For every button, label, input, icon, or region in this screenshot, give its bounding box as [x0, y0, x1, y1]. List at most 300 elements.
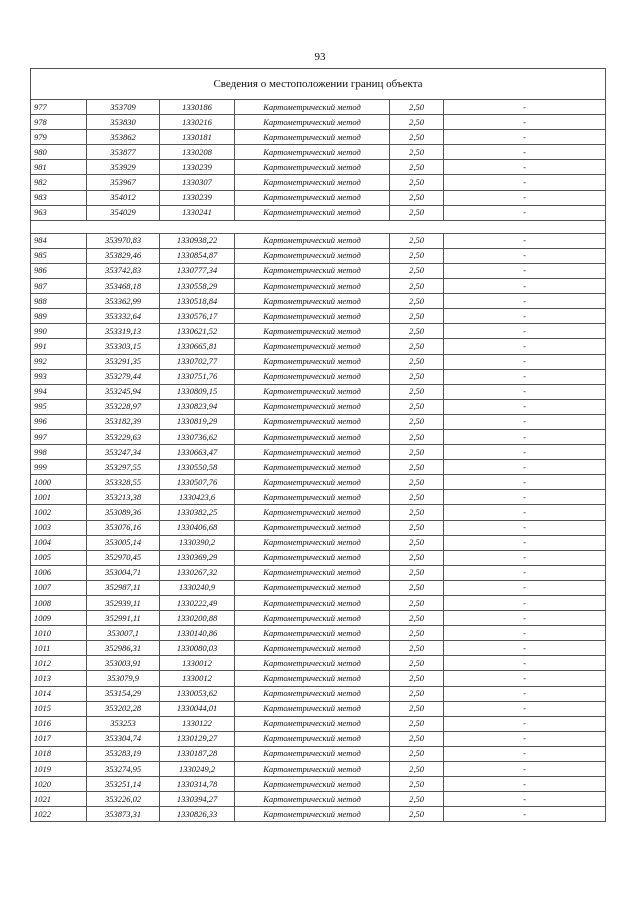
- method-cell: Картометрический метод: [235, 611, 390, 626]
- coordinate-x-cell: 353362,99: [87, 294, 160, 309]
- method-cell: Картометрический метод: [235, 762, 390, 777]
- coordinate-x-cell: 353251,14: [87, 777, 160, 792]
- coordinate-y-cell: 1330777,34: [160, 263, 235, 278]
- accuracy-cell: 2,50: [390, 762, 444, 777]
- method-cell: Картометрический метод: [235, 205, 390, 220]
- point-description-cell: -: [444, 263, 606, 278]
- point-number-cell: 987: [31, 279, 87, 294]
- coordinate-x-cell: 353202,28: [87, 701, 160, 716]
- point-description-cell: -: [444, 686, 606, 701]
- boundary-coordinates-table: [30, 68, 606, 822]
- method-cell: Картометрический метод: [235, 580, 390, 595]
- point-number-cell: 997: [31, 429, 87, 444]
- accuracy-cell: 2,50: [390, 324, 444, 339]
- coordinate-x-cell: 353154,29: [87, 686, 160, 701]
- table-row: [31, 701, 606, 716]
- method-cell: Картометрический метод: [235, 701, 390, 716]
- method-cell: Картометрический метод: [235, 475, 390, 490]
- method-cell: Картометрический метод: [235, 115, 390, 130]
- point-number-cell: 1000: [31, 475, 87, 490]
- point-number-cell: 977: [31, 100, 87, 115]
- table-row: [31, 777, 606, 792]
- table-row: [31, 762, 606, 777]
- table-row: [31, 190, 606, 205]
- coordinate-y-cell: 1330423,6: [160, 490, 235, 505]
- coordinate-y-cell: 1330053,62: [160, 686, 235, 701]
- table-row: [31, 746, 606, 761]
- coordinate-x-cell: 353279,44: [87, 369, 160, 384]
- coordinate-y-cell: 1330216: [160, 115, 235, 130]
- point-description-cell: -: [444, 205, 606, 220]
- point-description-cell: -: [444, 145, 606, 160]
- coordinate-x-cell: 353226,02: [87, 792, 160, 807]
- method-cell: Картометрический метод: [235, 279, 390, 294]
- table-row: [31, 626, 606, 641]
- coordinate-y-cell: 1330736,62: [160, 429, 235, 444]
- accuracy-cell: 2,50: [390, 100, 444, 115]
- point-number-cell: 989: [31, 309, 87, 324]
- coordinate-y-cell: 1330819,29: [160, 414, 235, 429]
- table-row: [31, 175, 606, 190]
- coordinate-y-cell: 1330576,17: [160, 309, 235, 324]
- point-number-cell: 1002: [31, 505, 87, 520]
- point-description-cell: -: [444, 309, 606, 324]
- table-row: [31, 145, 606, 160]
- method-cell: Картометрический метод: [235, 354, 390, 369]
- method-cell: Картометрический метод: [235, 369, 390, 384]
- coordinate-y-cell: 1330938,22: [160, 233, 235, 248]
- coordinate-y-cell: 1330012: [160, 656, 235, 671]
- page-number: 93: [314, 51, 326, 63]
- coordinate-y-cell: 1330200,88: [160, 611, 235, 626]
- coordinate-x-cell: 353303,15: [87, 339, 160, 354]
- accuracy-cell: 2,50: [390, 611, 444, 626]
- method-cell: Картометрический метод: [235, 565, 390, 580]
- point-description-cell: -: [444, 716, 606, 731]
- coordinate-x-cell: 353253: [87, 716, 160, 731]
- table-row: [31, 100, 606, 115]
- accuracy-cell: 2,50: [390, 369, 444, 384]
- table-row: [31, 731, 606, 746]
- coordinate-x-cell: 353274,95: [87, 762, 160, 777]
- method-cell: Картометрический метод: [235, 309, 390, 324]
- point-description-cell: -: [444, 429, 606, 444]
- point-number-cell: 1013: [31, 671, 87, 686]
- table-row: [31, 550, 606, 565]
- point-number-cell: 982: [31, 175, 87, 190]
- point-description-cell: -: [444, 399, 606, 414]
- coordinate-x-cell: 353291,35: [87, 354, 160, 369]
- point-number-cell: 978: [31, 115, 87, 130]
- coordinate-x-cell: 353182,39: [87, 414, 160, 429]
- coordinate-x-cell: 353328,55: [87, 475, 160, 490]
- method-cell: Картометрический метод: [235, 399, 390, 414]
- method-cell: Картометрический метод: [235, 248, 390, 263]
- accuracy-cell: 2,50: [390, 160, 444, 175]
- accuracy-cell: 2,50: [390, 807, 444, 822]
- point-number-cell: 1016: [31, 716, 87, 731]
- method-cell: Картометрический метод: [235, 175, 390, 190]
- table-row: [31, 263, 606, 278]
- coordinate-x-cell: 353213,38: [87, 490, 160, 505]
- table-row: [31, 160, 606, 175]
- coordinate-y-cell: 1330823,94: [160, 399, 235, 414]
- coordinate-y-cell: 1330044,01: [160, 701, 235, 716]
- method-cell: Картометрический метод: [235, 686, 390, 701]
- method-cell: Картометрический метод: [235, 263, 390, 278]
- coordinate-x-cell: 353005,14: [87, 535, 160, 550]
- point-description-cell: -: [444, 762, 606, 777]
- coordinate-x-cell: 353862: [87, 130, 160, 145]
- table-row: [31, 807, 606, 822]
- point-description-cell: -: [444, 746, 606, 761]
- method-cell: Картометрический метод: [235, 160, 390, 175]
- table-row: [31, 115, 606, 130]
- table-row: [31, 490, 606, 505]
- point-number-cell: 990: [31, 324, 87, 339]
- coordinate-y-cell: 1330181: [160, 130, 235, 145]
- coordinate-y-cell: 1330122: [160, 716, 235, 731]
- accuracy-cell: 2,50: [390, 580, 444, 595]
- table-row: [31, 580, 606, 595]
- table-row: [31, 279, 606, 294]
- table-row: [31, 429, 606, 444]
- coordinate-y-cell: 1330809,15: [160, 384, 235, 399]
- coordinate-x-cell: 352987,11: [87, 580, 160, 595]
- point-number-cell: 1009: [31, 611, 87, 626]
- method-cell: Картометрический метод: [235, 505, 390, 520]
- point-number-cell: 1017: [31, 731, 87, 746]
- accuracy-cell: 2,50: [390, 535, 444, 550]
- table-row: [31, 248, 606, 263]
- point-description-cell: -: [444, 130, 606, 145]
- method-cell: Картометрический метод: [235, 656, 390, 671]
- method-cell: Картометрический метод: [235, 777, 390, 792]
- point-description-cell: -: [444, 354, 606, 369]
- coordinate-x-cell: 353967: [87, 175, 160, 190]
- coordinate-x-cell: 353709: [87, 100, 160, 115]
- coordinate-x-cell: 353003,91: [87, 656, 160, 671]
- accuracy-cell: 2,50: [390, 354, 444, 369]
- accuracy-cell: 2,50: [390, 175, 444, 190]
- point-number-cell: 980: [31, 145, 87, 160]
- accuracy-cell: 2,50: [390, 490, 444, 505]
- coordinate-x-cell: 352939,11: [87, 596, 160, 611]
- method-cell: Картометрический метод: [235, 596, 390, 611]
- point-number-cell: 1004: [31, 535, 87, 550]
- point-description-cell: -: [444, 369, 606, 384]
- coordinate-y-cell: 1330663,47: [160, 445, 235, 460]
- accuracy-cell: 2,50: [390, 460, 444, 475]
- coordinate-y-cell: 1330187,28: [160, 746, 235, 761]
- accuracy-cell: 2,50: [390, 505, 444, 520]
- coordinate-x-cell: 353929: [87, 160, 160, 175]
- accuracy-cell: 2,50: [390, 263, 444, 278]
- table-row: [31, 460, 606, 475]
- method-cell: Картометрический метод: [235, 100, 390, 115]
- accuracy-cell: 2,50: [390, 399, 444, 414]
- method-cell: Картометрический метод: [235, 716, 390, 731]
- method-cell: Картометрический метод: [235, 190, 390, 205]
- table-row: [31, 535, 606, 550]
- method-cell: Картометрический метод: [235, 130, 390, 145]
- point-description-cell: -: [444, 807, 606, 822]
- point-description-cell: -: [444, 671, 606, 686]
- method-cell: Картометрический метод: [235, 550, 390, 565]
- coordinate-x-cell: 353970,83: [87, 233, 160, 248]
- accuracy-cell: 2,50: [390, 414, 444, 429]
- coordinate-x-cell: 353297,55: [87, 460, 160, 475]
- table-row: [31, 671, 606, 686]
- table-row: [31, 369, 606, 384]
- method-cell: Картометрический метод: [235, 626, 390, 641]
- accuracy-cell: 2,50: [390, 731, 444, 746]
- accuracy-cell: 2,50: [390, 294, 444, 309]
- point-description-cell: -: [444, 339, 606, 354]
- method-cell: Картометрический метод: [235, 324, 390, 339]
- point-number-cell: 1022: [31, 807, 87, 822]
- coordinate-x-cell: 352991,11: [87, 611, 160, 626]
- point-description-cell: -: [444, 414, 606, 429]
- method-cell: Картометрический метод: [235, 807, 390, 822]
- table-row: [31, 641, 606, 656]
- table-title-row: [31, 69, 606, 100]
- accuracy-cell: 2,50: [390, 671, 444, 686]
- point-number-cell: 1020: [31, 777, 87, 792]
- point-description-cell: -: [444, 248, 606, 263]
- accuracy-cell: 2,50: [390, 792, 444, 807]
- point-number-cell: 1021: [31, 792, 87, 807]
- coordinate-y-cell: 1330621,52: [160, 324, 235, 339]
- table-row: [31, 339, 606, 354]
- point-description-cell: -: [444, 324, 606, 339]
- coordinate-y-cell: 1330390,2: [160, 535, 235, 550]
- point-number-cell: 1006: [31, 565, 87, 580]
- coordinate-x-cell: 353332,64: [87, 309, 160, 324]
- point-number-cell: 1014: [31, 686, 87, 701]
- method-cell: Картометрический метод: [235, 233, 390, 248]
- coordinate-y-cell: 1330826,33: [160, 807, 235, 822]
- point-description-cell: -: [444, 626, 606, 641]
- point-number-cell: 1011: [31, 641, 87, 656]
- method-cell: Картометрический метод: [235, 429, 390, 444]
- point-description-cell: -: [444, 190, 606, 205]
- accuracy-cell: 2,50: [390, 626, 444, 641]
- method-cell: Картометрический метод: [235, 671, 390, 686]
- coordinate-y-cell: 1330140,86: [160, 626, 235, 641]
- point-number-cell: 1015: [31, 701, 87, 716]
- coordinate-x-cell: 353742,83: [87, 263, 160, 278]
- point-description-cell: -: [444, 233, 606, 248]
- coordinate-x-cell: 353245,94: [87, 384, 160, 399]
- coordinate-x-cell: 354012: [87, 190, 160, 205]
- point-description-cell: -: [444, 792, 606, 807]
- accuracy-cell: 2,50: [390, 475, 444, 490]
- coordinate-y-cell: 1330186: [160, 100, 235, 115]
- point-number-cell: 991: [31, 339, 87, 354]
- coordinate-x-cell: 353228,97: [87, 399, 160, 414]
- method-cell: Картометрический метод: [235, 535, 390, 550]
- coordinate-y-cell: 1330239: [160, 190, 235, 205]
- coordinate-x-cell: 353004,71: [87, 565, 160, 580]
- method-cell: Картометрический метод: [235, 339, 390, 354]
- point-number-cell: 983: [31, 190, 87, 205]
- point-description-cell: -: [444, 160, 606, 175]
- point-description-cell: -: [444, 701, 606, 716]
- coordinate-y-cell: 1330129,27: [160, 731, 235, 746]
- coordinate-x-cell: 352986,31: [87, 641, 160, 656]
- table-body: [31, 69, 606, 822]
- point-description-cell: -: [444, 656, 606, 671]
- table-row: [31, 130, 606, 145]
- point-description-cell: -: [444, 611, 606, 626]
- method-cell: Картометрический метод: [235, 490, 390, 505]
- point-number-cell: 1005: [31, 550, 87, 565]
- accuracy-cell: 2,50: [390, 233, 444, 248]
- coordinate-y-cell: 1330369,29: [160, 550, 235, 565]
- coordinate-y-cell: 1330240,9: [160, 580, 235, 595]
- method-cell: Картометрический метод: [235, 746, 390, 761]
- coordinate-y-cell: 1330702,77: [160, 354, 235, 369]
- coordinate-y-cell: 1330249,2: [160, 762, 235, 777]
- table-row: [31, 596, 606, 611]
- table-row: [31, 294, 606, 309]
- method-cell: Картометрический метод: [235, 294, 390, 309]
- point-number-cell: 1001: [31, 490, 87, 505]
- coordinate-x-cell: 353229,63: [87, 429, 160, 444]
- point-description-cell: -: [444, 460, 606, 475]
- coordinate-y-cell: 1330267,32: [160, 565, 235, 580]
- point-number-cell: 994: [31, 384, 87, 399]
- accuracy-cell: 2,50: [390, 130, 444, 145]
- accuracy-cell: 2,50: [390, 520, 444, 535]
- table-row: [31, 520, 606, 535]
- coordinate-x-cell: 353829,46: [87, 248, 160, 263]
- accuracy-cell: 2,50: [390, 716, 444, 731]
- coordinate-y-cell: 1330406,68: [160, 520, 235, 535]
- method-cell: Картометрический метод: [235, 520, 390, 535]
- table-row: [31, 565, 606, 580]
- coordinate-x-cell: 353247,34: [87, 445, 160, 460]
- table-row: [31, 716, 606, 731]
- contour-separator-row: [31, 220, 606, 233]
- accuracy-cell: 2,50: [390, 248, 444, 263]
- table-row: [31, 611, 606, 626]
- point-number-cell: 993: [31, 369, 87, 384]
- coordinate-x-cell: 353468,18: [87, 279, 160, 294]
- point-description-cell: -: [444, 490, 606, 505]
- coordinate-y-cell: 1330307: [160, 175, 235, 190]
- point-description-cell: -: [444, 100, 606, 115]
- point-number-cell: 981: [31, 160, 87, 175]
- point-description-cell: -: [444, 550, 606, 565]
- accuracy-cell: 2,50: [390, 445, 444, 460]
- point-description-cell: -: [444, 505, 606, 520]
- method-cell: Картометрический метод: [235, 731, 390, 746]
- table-row: [31, 399, 606, 414]
- point-description-cell: -: [444, 279, 606, 294]
- table-row: [31, 324, 606, 339]
- point-description-cell: -: [444, 520, 606, 535]
- coordinate-y-cell: 1330507,76: [160, 475, 235, 490]
- table-row: [31, 505, 606, 520]
- point-description-cell: -: [444, 175, 606, 190]
- point-number-cell: 1012: [31, 656, 87, 671]
- point-number-cell: 998: [31, 445, 87, 460]
- method-cell: Картометрический метод: [235, 384, 390, 399]
- coordinate-y-cell: 1330241: [160, 205, 235, 220]
- table-row: [31, 354, 606, 369]
- point-number-cell: 992: [31, 354, 87, 369]
- coordinate-y-cell: 1330854,87: [160, 248, 235, 263]
- point-number-cell: 1003: [31, 520, 87, 535]
- coordinate-y-cell: 1330239: [160, 160, 235, 175]
- coordinate-y-cell: 1330222,49: [160, 596, 235, 611]
- coordinate-y-cell: 1330751,76: [160, 369, 235, 384]
- accuracy-cell: 2,50: [390, 429, 444, 444]
- accuracy-cell: 2,50: [390, 145, 444, 160]
- coordinate-y-cell: 1330518,84: [160, 294, 235, 309]
- method-cell: Картометрический метод: [235, 145, 390, 160]
- table-row: [31, 445, 606, 460]
- point-number-cell: 985: [31, 248, 87, 263]
- point-number-cell: 996: [31, 414, 87, 429]
- accuracy-cell: 2,50: [390, 746, 444, 761]
- coordinate-y-cell: 1330394,27: [160, 792, 235, 807]
- point-number-cell: 988: [31, 294, 87, 309]
- point-number-cell: 984: [31, 233, 87, 248]
- coordinate-x-cell: 353079,9: [87, 671, 160, 686]
- accuracy-cell: 2,50: [390, 656, 444, 671]
- point-description-cell: -: [444, 565, 606, 580]
- table-row: [31, 686, 606, 701]
- accuracy-cell: 2,50: [390, 596, 444, 611]
- table-row: [31, 414, 606, 429]
- point-description-cell: -: [444, 475, 606, 490]
- point-number-cell: 1019: [31, 762, 87, 777]
- coordinate-y-cell: 1330080,03: [160, 641, 235, 656]
- method-cell: Картометрический метод: [235, 641, 390, 656]
- point-description-cell: -: [444, 445, 606, 460]
- point-number-cell: 986: [31, 263, 87, 278]
- coordinate-x-cell: 353830: [87, 115, 160, 130]
- accuracy-cell: 2,50: [390, 701, 444, 716]
- accuracy-cell: 2,50: [390, 777, 444, 792]
- point-description-cell: -: [444, 777, 606, 792]
- point-description-cell: -: [444, 115, 606, 130]
- table-row: [31, 233, 606, 248]
- coordinate-x-cell: 353877: [87, 145, 160, 160]
- coordinate-x-cell: 353089,36: [87, 505, 160, 520]
- coordinate-y-cell: 1330665,81: [160, 339, 235, 354]
- point-description-cell: -: [444, 731, 606, 746]
- method-cell: Картометрический метод: [235, 445, 390, 460]
- coordinate-x-cell: 353076,16: [87, 520, 160, 535]
- table-row: [31, 205, 606, 220]
- coordinate-x-cell: 354029: [87, 205, 160, 220]
- accuracy-cell: 2,50: [390, 641, 444, 656]
- point-description-cell: -: [444, 580, 606, 595]
- coordinate-x-cell: 353319,13: [87, 324, 160, 339]
- accuracy-cell: 2,50: [390, 339, 444, 354]
- accuracy-cell: 2,50: [390, 115, 444, 130]
- table-row: [31, 475, 606, 490]
- coordinate-x-cell: 353007,1: [87, 626, 160, 641]
- point-number-cell: 979: [31, 130, 87, 145]
- point-number-cell: 1008: [31, 596, 87, 611]
- coordinate-x-cell: 353304,74: [87, 731, 160, 746]
- point-number-cell: 1010: [31, 626, 87, 641]
